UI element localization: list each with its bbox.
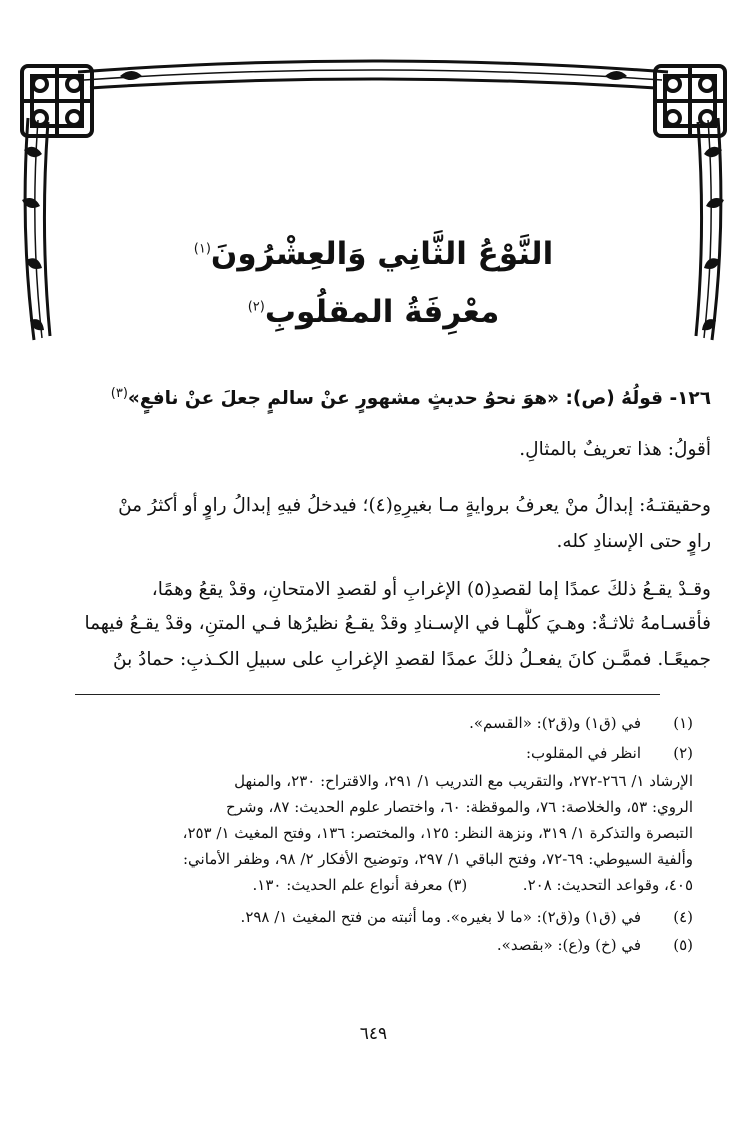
page-number: ٦٤٩ (359, 1024, 388, 1044)
footnote-line (253, 874, 693, 896)
footnote-text: في (خ) و(ع): «بقصد». (496, 936, 641, 954)
footnote-text: انظر في المقلوب: (525, 744, 641, 762)
footnote-number: (٤) (673, 908, 693, 926)
footnote-number: (١) (673, 714, 693, 732)
paragraph-line: وقـدْ يقـعُ ذلكَ عمدًا إما لقصدِ(٥) الإغرابِ أو لقصدِ الامتحانِ، وقدْ يقعُ وهمًا، (151, 579, 711, 600)
footnote-number: (٣) (447, 876, 468, 894)
footnote-number: (٢) (673, 744, 693, 762)
paragraph-126 (38, 378, 711, 415)
paragraph-line: فأقسـامهُ ثلاثـةٌ: وهـيَ كلُّهـا في الإسـنادِ وقدْ يقـعُ نظيرُها فـي المتنِ، وقدْ يقـعُ فيهما (84, 613, 711, 634)
paragraph-number: ١٢٦- (669, 388, 711, 410)
footnote-ref: (١) (193, 241, 211, 257)
paragraph-label: قولُهُ (ص): (565, 388, 663, 410)
footnote-4 (241, 906, 693, 928)
footnote-line: وألفية السيوطي: ٦٩-٧٢، وفتح الباقي ١/ ٢٩٧، وتوضيح الأفكار ٢/ ٩٨، وظفر الأماني: (183, 850, 693, 868)
paragraph-line: أقولُ: هذا تعريفٌ بالمثالِ. (519, 439, 711, 460)
footnote-text: في (ق١) و(ق٢): «القسم». (469, 714, 641, 732)
footnote-divider (75, 694, 660, 695)
paragraph-line: جميعًـا. فممَّـن كانَ يفعـلُ ذلكَ عمدًا لقصدِ الإغرابِ على سبيلِ الكـذبِ: حمادُ بنُ (113, 649, 711, 670)
footnote-1 (469, 712, 693, 734)
footnote-text: في (ق١) و(ق٢): «ما لا بغيره». وما أثبته من فتح المغيث ١/ ٢٩٨. (240, 908, 641, 926)
chapter-title-text: النَّوْعُ الثَّانِي وَالعِشْرُونَ (210, 236, 554, 272)
footnote-ref: (٣) (110, 386, 128, 401)
paragraph-line: راوٍ حتى الإسنادِ كله. (556, 531, 711, 552)
footnote-line: التبصرة والتذكرة ١/ ٣١٩، ونزهة النظر: ١٢٥، والمختصر: ١٣٦، وفتح المغيث ١/ ٢٥٣، (182, 824, 693, 842)
chapter-subtitle-text: معْرِفَةُ المقلُوبِ (264, 294, 500, 330)
paragraph-line: وحقيقتـهُ: إبدالُ منْ يعرفُ بروايةٍ مـا بغيرِهِ(٤)؛ فيدخلُ فيهِ إبدالُ راوٍ أو أكثرُ منْ (118, 495, 711, 516)
footnote-line: الروي: ٥٣، والخلاصة: ٧٦، والموقظة: ٦٠، واختصار علوم الحديث: ٨٧، وشرح (225, 798, 693, 816)
footnote-ref: (٢) (247, 299, 265, 315)
footnote-text: ٤٠٥، وقواعد التحديث: ٢٠٨. (522, 876, 693, 894)
footnote-number: (٥) (673, 936, 693, 954)
footnote-text: معرفة أنواع علم الحديث: ١٣٠. (252, 876, 443, 894)
footnote-2 (526, 742, 693, 764)
footnote-line: الإرشاد ١/ ٢٦٦-٢٧٢، والتقريب مع التدريب ١/ ٢٩١، والاقتراح: ٢٣٠، والمنهل (234, 772, 693, 790)
quoted-text: «هوَ نحوُ حديثٍ مشهورٍ عنْ سالمٍ جعلَ عنْ نافعٍ» (127, 388, 560, 410)
footnote-5 (497, 934, 693, 956)
